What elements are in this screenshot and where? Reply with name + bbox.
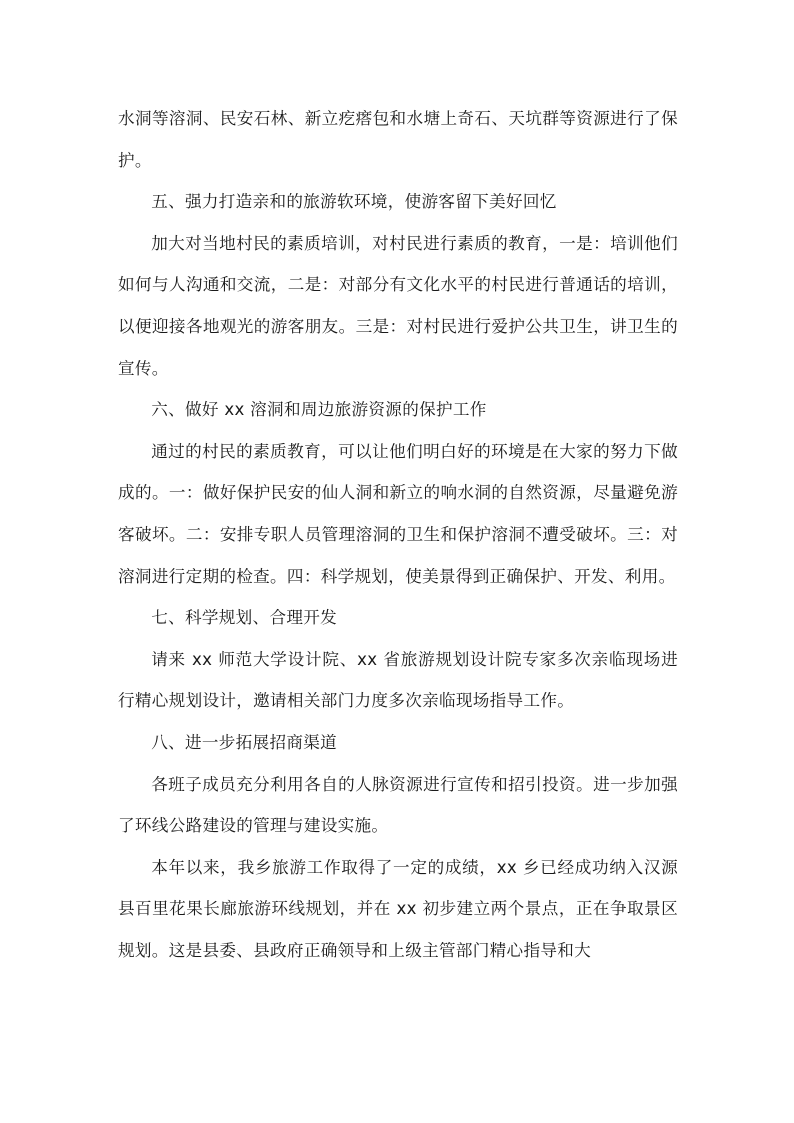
- heading-section-5: 五、强力打造亲和的旅游软环境，使游客留下美好回忆: [151, 192, 557, 212]
- paragraph-continuation: 水洞等溶洞、民安石林、新立疙瘩包和水塘上奇石、天坑群等资源进行了保护。: [118, 109, 678, 170]
- paragraph-villager-training: 加大对当地村民的素质培训，对村民进行素质的教育，一是：培训他们如何与人沟通和交流，二是：对部分有文化水平的村民进行普通话的培训，以便迎接各地观光的游客朋友。三是：对村民进行爱护公共卫生，讲卫生的宣传。: [118, 233, 678, 378]
- paragraph-investment: 各班子成员充分利用各自的人脉资源进行宣传和招引投资。进一步加强了环线公路建设的管理与建设实施。: [118, 774, 678, 836]
- heading-section-6: 六、做好 xx 溶洞和周边旅游资源的保护工作: [151, 400, 487, 420]
- heading-section-7: 七、科学规划、合理开发: [151, 608, 338, 628]
- paragraph-summary: 本年以来，我乡旅游工作取得了一定的成绩，xx 乡已经成功纳入汉源县百里花果长廊旅游环线规划，并在 xx 初步建立两个景点，正在争取景区规划。这是县委、县政府正确领导和上级主管部门精心指导和大: [118, 857, 678, 960]
- document-body: [118, 98, 678, 971]
- paragraph-planning: 请来 xx 师范大学设计院、xx 省旅游规划设计院专家多次亲临现场进行精心规划设计，邀请相关部门力度多次亲临现场指导工作。: [118, 649, 678, 711]
- paragraph-cave-protection: 通过的村民的素质教育，可以让他们明白好的环境是在大家的努力下做成的。一：做好保护民安的仙人洞和新立的响水洞的自然资源，尽量避免游客破坏。二：安排专职人员管理溶洞的卫生和保护溶洞不遭受破坏。三：对溶洞进行定期的检查。四：科学规划，使美景得到正确保护、开发、利用。: [118, 441, 678, 586]
- heading-section-8: 八、进一步拓展招商渠道: [151, 732, 338, 752]
